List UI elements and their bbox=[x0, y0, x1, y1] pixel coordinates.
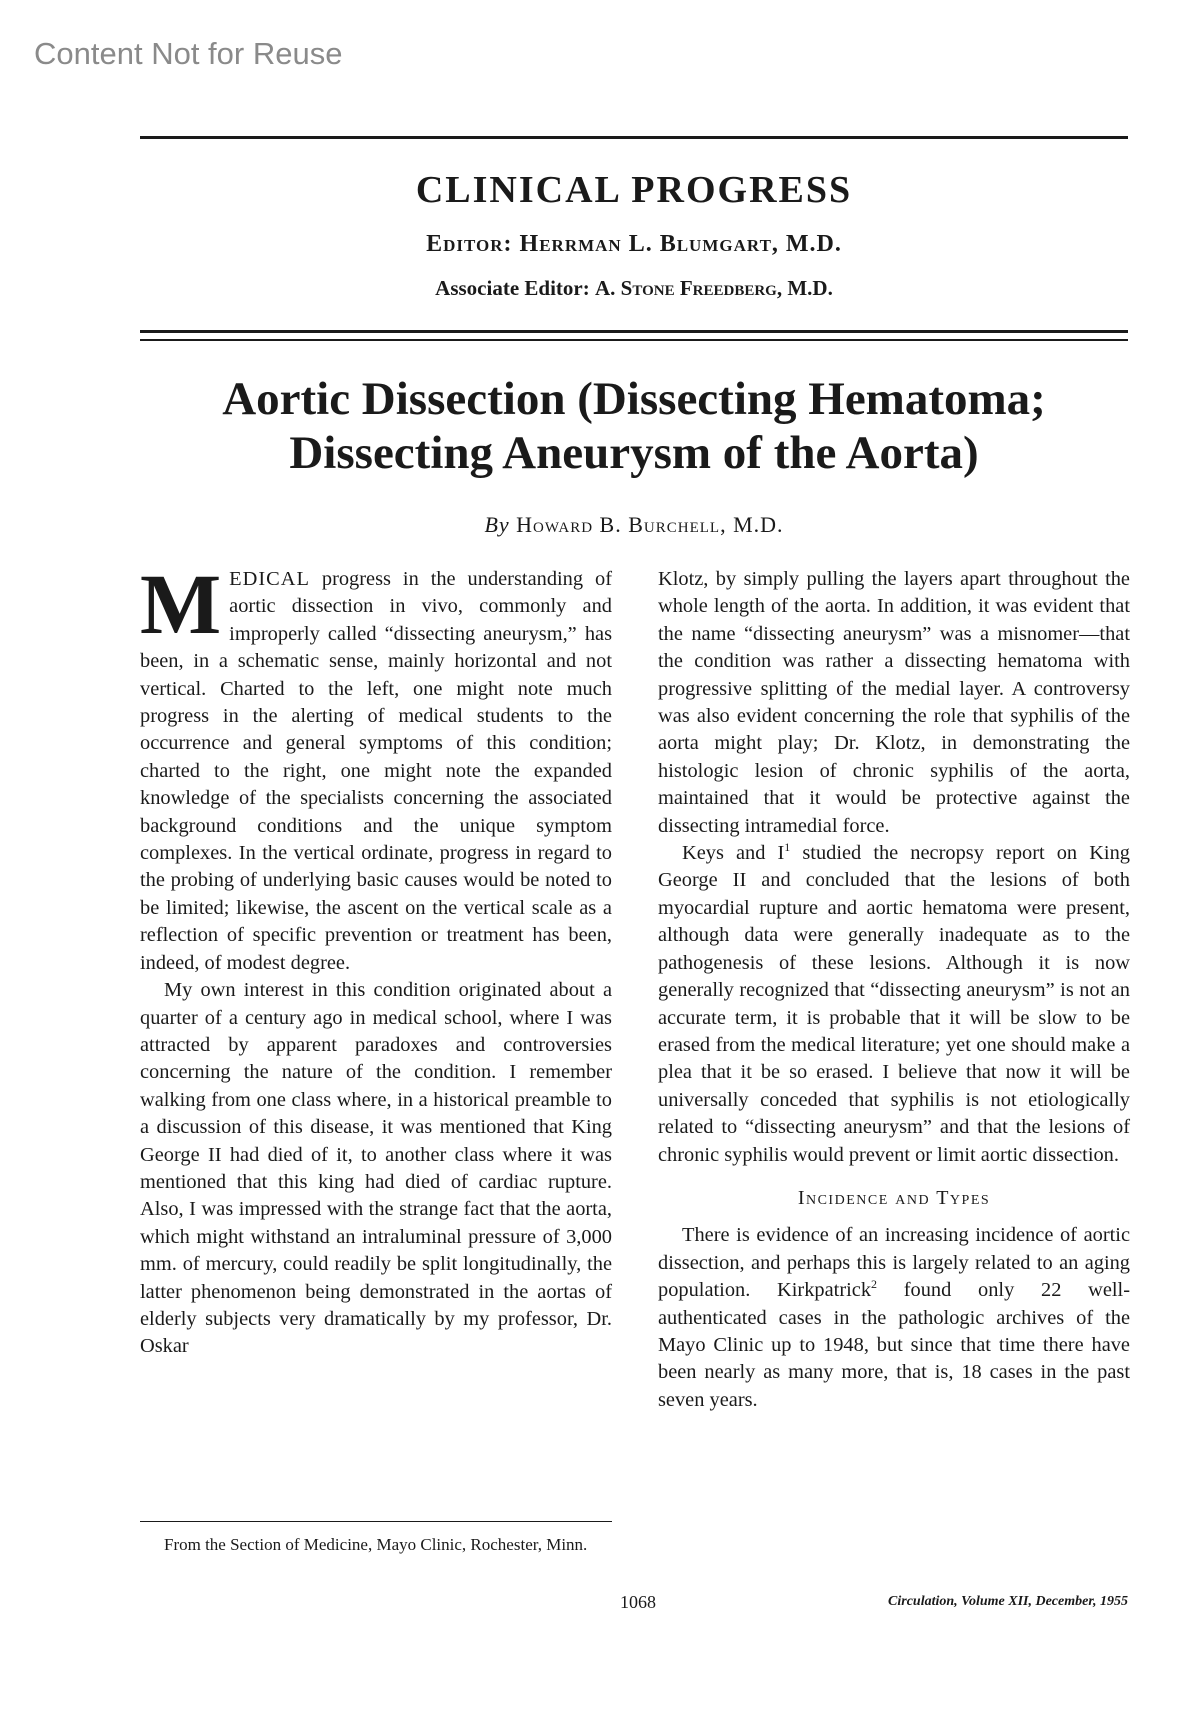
paragraph-interest: My own interest in this condition originated about a quarter of a century ago in medical school, where I was attracted by apparent paradoxes and controversies concerning the nature of the condition. I remember walking from one class where, in a historical preamble to a discussion of this disease, it was mentioned that King George II had died of it, to another class where it was mentioned that this king had died of cardiac rupture. Also, I was impressed with the strange fact that the aorta, which might withstand an intraluminal pressure of 3,000 mm. of mercury, could readily be split longitudinally, the latter phenomenon being demonstrated in the aortas of elderly subjects very dramatically by my professor, Dr. Oskar bbox=[140, 979, 612, 1358]
byline bbox=[140, 512, 1128, 538]
byline-by: By bbox=[484, 512, 510, 537]
header-double-rule-bottom bbox=[140, 339, 1128, 341]
paragraph-keys bbox=[658, 840, 1130, 1169]
paragraph-interest-continued: Klotz, by simply pulling the layers apart throughout the whole length of the aorta. In addition, it was evident that the name “dissecting aneurysm” was a misnomer—that the condition was rather a dissecting hematoma with progressive splitting of the medial layer. A controversy was also evident concerning the role that syphilis of the aorta might play; Dr. Klotz, in demonstrating the histologic lesion of chronic syphilis of the aorta, maintained that it would be protective against the dissecting intramedial force. bbox=[658, 568, 1130, 837]
editor-line bbox=[140, 231, 1128, 258]
paragraph-keys-text-b: studied the necropsy report on King George II and concluded that the lesions of both myocardial rupture and aortic hematoma were present, although data were generally inadequate as to the pathogenesis of these lesions. Although it is now generally recognized that “dissecting aneurysm” is not an accurate term, it is probable that it will be slow to be erased from the medical literature; yet one should make a plea that it be so erased. I believe that now it will be universally conceded that syphilis is not etiologically related to “dissecting aneurysm” and that the lesions of chronic syphilis would prevent or limit aortic dissection. bbox=[658, 842, 1130, 1166]
paragraph-incidence-text-a: There is evidence of an increasing incidence of aortic dissection, and perhaps this is largely related to an aging population. Kirkpatrick bbox=[658, 1224, 1130, 1302]
paragraph-intro bbox=[140, 556, 612, 977]
watermark: Content Not for Reuse bbox=[34, 36, 343, 71]
column-left bbox=[140, 556, 612, 1361]
author-name: Howard B. Burchell, M.D. bbox=[516, 512, 784, 537]
drop-cap: M bbox=[140, 556, 222, 652]
article-title: Aortic Dissection (Dissecting Hematoma; Dissecting Aneurysm of the Aorta) bbox=[222, 373, 1046, 479]
associate-editor-name: A. Stone Freedberg, M.D. bbox=[594, 276, 833, 300]
associate-editor-line bbox=[140, 276, 1128, 301]
paragraph-intro-text: progress in the understanding of aortic dissection in vivo, commonly and improperly called “dissecting aneurysm,” has been, in a schematic sense, mainly horizontal and not vertical. Charted to the left, one might note much progress in the alerting of medical students to the occurrence and general symptoms of this condition; charted to the right, one might note the expanded knowledge of the specialists concerning the associated background conditions and the unique symptom complexes. In the vertical ordinate, progress in regard to the probing of underlying basic causes would be noted to be limited; likewise, the ascent on the vertical scale as a reflection of specific prevention or treatment has been, indeed, of modest degree. bbox=[140, 568, 612, 974]
editor-label: Editor: bbox=[426, 231, 513, 257]
footnote-rule bbox=[140, 1521, 612, 1522]
footnote: From the Section of Medicine, Mayo Clinic, Rochester, Minn. bbox=[164, 1535, 588, 1554]
column-right bbox=[658, 566, 1130, 1414]
reference-1: 1 bbox=[784, 840, 791, 855]
section-title: CLINICAL PROGRESS bbox=[415, 169, 853, 211]
header-double-rule-top bbox=[140, 330, 1128, 333]
reference-2: 2 bbox=[871, 1277, 878, 1292]
paragraph-incidence bbox=[658, 1222, 1130, 1414]
associate-editor-label: Associate Editor: bbox=[435, 276, 590, 300]
header-top-rule bbox=[140, 136, 1128, 139]
page-number: 1068 bbox=[620, 1592, 656, 1612]
subheading-incidence: Incidence and Types bbox=[797, 1186, 991, 1209]
paragraph-keys-text-a: Keys and I bbox=[682, 842, 785, 865]
lead-caps: EDICAL bbox=[229, 568, 310, 590]
editor-name: Herrman L. Blumgart, M.D. bbox=[519, 231, 842, 257]
paragraph-incidence-text-b: found only 22 well-authenticated cases in the pathologic archives of the Mayo Clinic up to 1948, but since that time there have been nearly as many more, that is, 18 cases in the past seven years. bbox=[658, 1279, 1130, 1411]
journal-citation: Circulation, Volume XII, December, 1955 bbox=[888, 1594, 1128, 1609]
